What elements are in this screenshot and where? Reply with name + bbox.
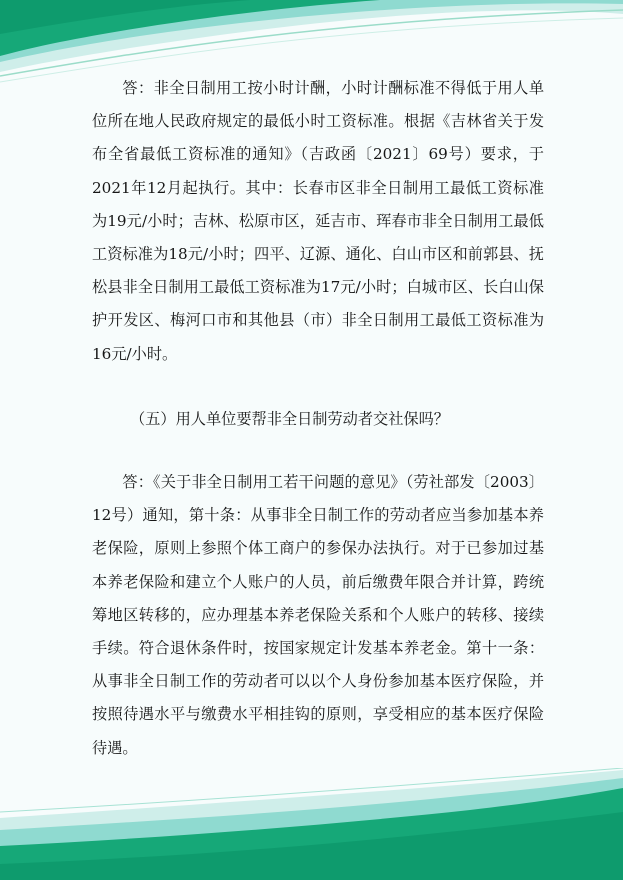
document-body	[92, 72, 544, 765]
bottom-wave-decoration	[0, 768, 623, 880]
answer-paragraph-1: 答：非全日制用工按小时计酬，小时计酬标准不得低于用人单位所在地人民政府规定的最低小时工资标准。根据《吉林省关于发布全省最低工资标准的通知》（吉政函〔2021〕69号）要求，于2021年12月起执行。其中：长春市区非全日制用工最低工资标准为19元/小时；吉林、松原市区，延吉市、珲春市非全日制用工最低工资标准为18元/小时；四平、辽源、通化、白山市区和前郭县、抚松县非全日制用工最低工资标准为17元/小时；白城市区、长白山保护开发区、梅河口市和其他县（市）非全日制用工最低工资标准为16元/小时。	[92, 79, 544, 363]
answer-paragraph-2: 答：《关于非全日制用工若干问题的意见》（劳社部发〔2003〕12号）通知，第十条：从事非全日制工作的劳动者应当参加基本养老保险，原则上参照个体工商户的参保办法执行。对于已参加过基本养老保险和建立个人账户的人员，前后缴费年限合并计算，跨统筹地区转移的，应办理基本养老保险关系和个人账户的转移、接续手续。符合退休条件时，按国家规定计发基本养老金。第十一条：从事非全日制工作的劳动者可以以个人身份参加基本医疗保险，并按照待遇水平与缴费水平相挂钩的原则，享受相应的基本医疗保险待遇。	[92, 473, 544, 757]
question-heading-5: （五）用人单位要帮非全日制劳动者交社保吗？	[130, 409, 449, 428]
